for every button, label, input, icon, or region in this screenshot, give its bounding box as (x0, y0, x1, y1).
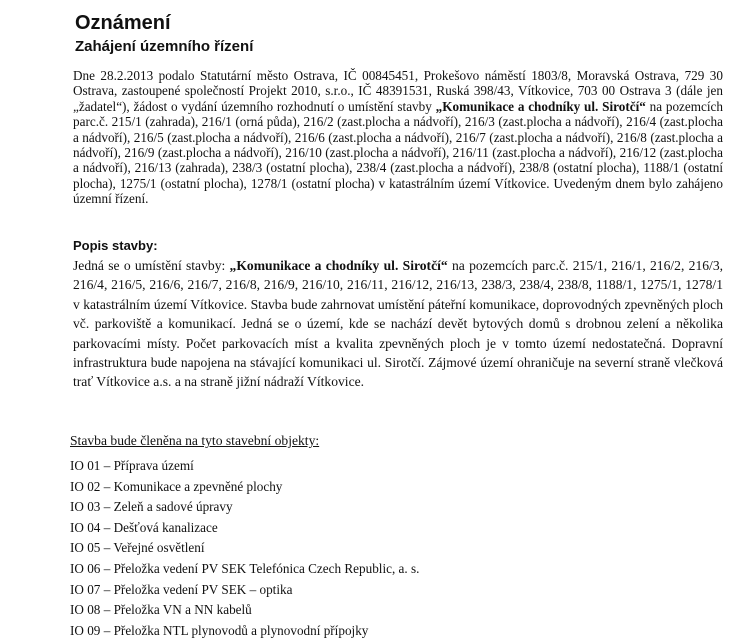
objects-list (70, 456, 419, 641)
document-title: Oznámení (75, 12, 171, 34)
list-item: IO 07 – Přeložka vedení PV SEK – optika (70, 581, 293, 597)
list-item: IO 08 – Přeložka VN a NN kabelů (70, 602, 252, 618)
description-project-name: „Komunikace a chodníky ul. Sirotčí“ (229, 258, 448, 273)
list-item: IO 09 – Přeložka NTL plynovodů a plynovodní přípojky (70, 622, 369, 638)
list-item: IO 01 – Příprava území (70, 458, 194, 473)
description-text-before: Jedná se o umístění stavby: (73, 258, 230, 273)
list-item: IO 04 – Dešťová kanalizace (70, 519, 218, 535)
intro-paragraph (73, 68, 723, 207)
list-item: IO 05 – Veřejné osvětlení (70, 540, 205, 556)
objects-heading: Stavba bude členěna na tyto stavební objekty: (70, 433, 320, 448)
description-heading: Popis stavby: (73, 238, 158, 253)
list-item: IO 06 – Přeložka vedení PV SEK Telefónica Czech Republic, a. s. (70, 560, 420, 576)
description-paragraph (73, 256, 723, 392)
list-item: IO 03 – Zeleň a sadové úpravy (70, 499, 233, 515)
document-subtitle: Zahájení územního řízení (75, 38, 254, 55)
list-item: IO 02 – Komunikace a zpevněné plochy (70, 478, 283, 494)
intro-text-after: na pozemcích parc.č. 215/1 (zahrada), 216/1 (orná půda), 216/2 (zast.plocha a nádvoří), 216/3 (zast.plocha a nádvoří), 216/4 (zast.plocha a nádvoří), 216/5 (zast.plocha a nádvoří), 216/6 (zast.plocha a nádvoří), 216/7 (zast.plocha a nádvoří), 216/8 (zast.plocha a nádvoří), 216/9 (zast.plocha a nádvoří), 216/10 (zast.plocha a nádvoří), 216/11 (zast.plocha a nádvoří), 216/12 (zast.plocha a nádvoří), 216/13 (zahrada), 238/3 (ostatní plocha), 238/4 (zast.plocha a nádvoří), 238/8 (ostatní plocha), 1188/1 (ostatní plocha), 1275/1 (ostatní plocha), 1278/1 (ostatní plocha) v katastrálním území Vítkovice. Uvedeným dnem bylo zahájeno územní řízení. (73, 98, 723, 207)
intro-project-name: „Komunikace a chodníky ul. Sirotčí“ (435, 98, 646, 114)
description-text-after: na pozemcích parc.č. 215/1, 216/1, 216/2, 216/3, 216/4, 216/5, 216/6, 216/7, 216/8, 216/9, 216/10, 216/11, 216/12, 216/13, 238/3, 238/4, 238/8, 1188/1, 1275/1, 1278/1 v katastrálním území Vítkovice. Stavba bude zahrnovat umístění páteřní komunikace, doprovodných zpevněných ploch vč. parkoviště a komunikací. Jedná se o území, kde se nachází devět bytových domů s drobnou zelení a několika parkovacími místy. Počet parkovacích míst a kvalita zpevněných ploch je v tomto území nedostatečná. Dopravní infrastruktura bude napojena na stávající komunikaci ul. Sirotčí. Zájmové území ohraničuje na severní straně vlečková trať Vítkovice a.s. a na straně jižní nádraží Vítkovice. (73, 258, 724, 390)
intro-text-before: Dne 28.2.2013 podalo Statutární město Ostrava, IČ 00845451, Prokešovo náměstí 1803/8, Moravská Ostrava, 729 30 Ostrava, zastoupené společností Projekt 2010, s.r.o., IČ 48391531, Ruská 398/43, Vítkovice, 703 00 Ostrava 3 (dále jen „žadatel“), žádost o vydání územního rozhodnutí o umístění stavby (73, 68, 723, 114)
